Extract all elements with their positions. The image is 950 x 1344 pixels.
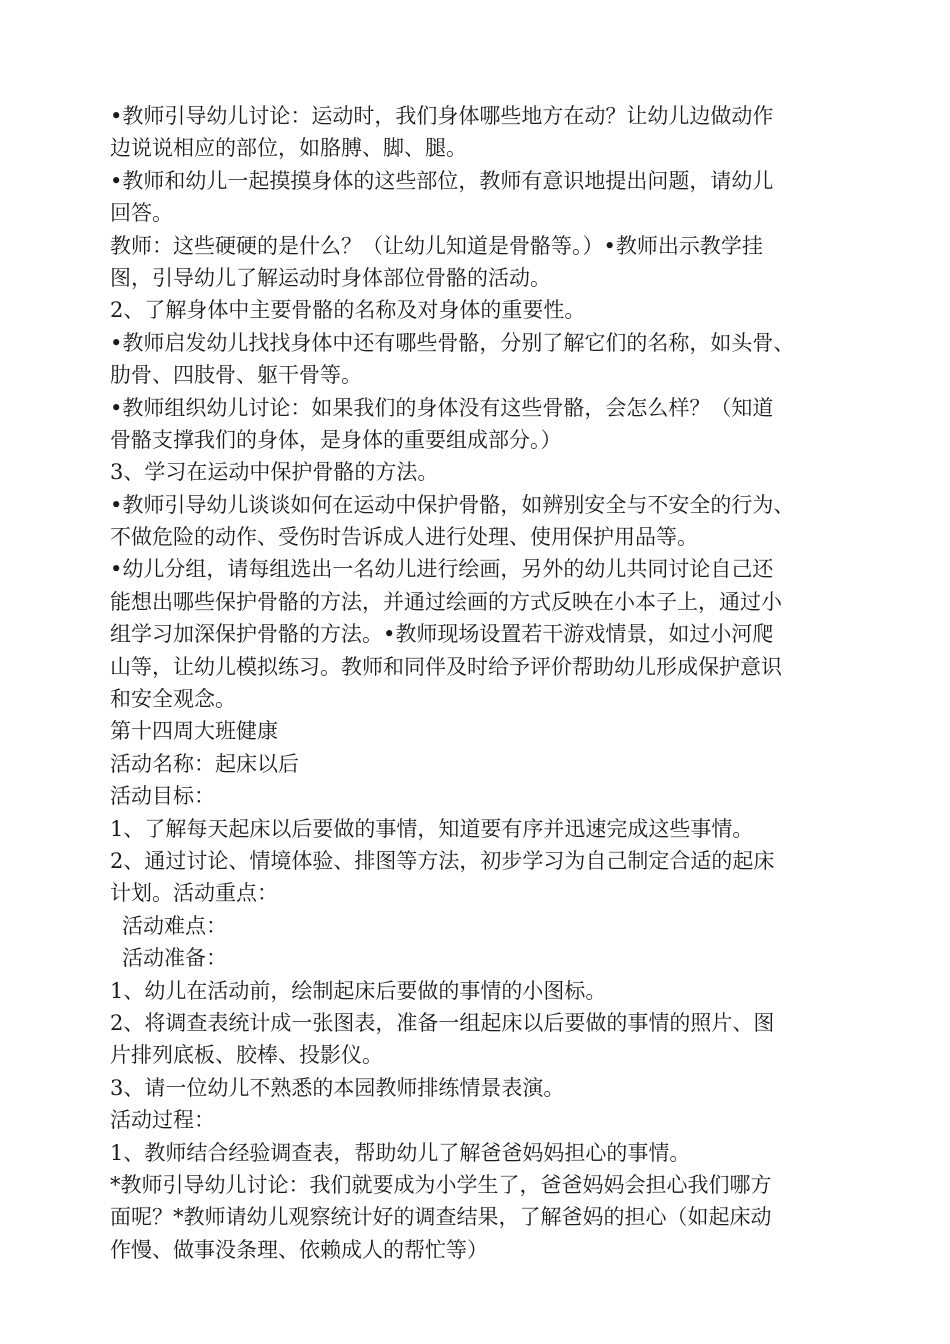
text-line: 边说说相应的部位，如胳膊、脚、腿。: [110, 136, 467, 161]
text-line: 面呢？*教师请幼儿观察统计好的调查结果，了解爸妈的担心（如起床动: [110, 1205, 772, 1230]
text-line: •教师引导幼儿讨论：运动时，我们身体哪些地方在动？让幼儿边做动作: [110, 104, 774, 128]
text-line: 山等，让幼儿模拟练习。教师和同伴及时给予评价帮助幼儿形成保护意识: [110, 654, 782, 679]
text-line: 计划。活动重点：: [110, 881, 278, 906]
text-line: 能想出哪些保护骨骼的方法，并通过绘画的方式反映在小本子上，通过小: [110, 589, 782, 614]
text-line: 3、请一位幼儿不熟悉的本园教师排练情景表演。: [110, 1075, 565, 1100]
document-body: [110, 100, 860, 1266]
text-line: 和安全观念。: [110, 687, 236, 712]
text-line: 骨骼支撑我们的身体，是身体的重要组成部分。）: [110, 427, 562, 452]
section-heading: 3、学习在运动中保护骨骼的方法。: [110, 460, 439, 485]
text-line: •教师启发幼儿找找身体中还有哪些骨骼，分别了解它们的名称，如头骨、: [110, 330, 795, 355]
activity-difficulty-heading: 活动难点：: [122, 913, 227, 938]
section-heading: 2、了解身体中主要骨骼的名称及对身体的重要性。: [110, 298, 586, 323]
text-line: •教师引导幼儿谈谈如何在运动中保护骨骼，如辨别安全与不安全的行为、: [110, 492, 795, 517]
text-line: 1、了解每天起床以后要做的事情，知道要有序并迅速完成这些事情。: [110, 816, 754, 841]
text-line: 不做危险的动作、受伤时告诉成人进行处理、使用保护用品等。: [110, 525, 698, 550]
text-line: 教师：这些硬硬的是什么？（让幼儿知道是骨骼等。）•教师出示教学挂: [110, 233, 763, 258]
text-line: 1、幼儿在活动前，绘制起床后要做的事情的小图标。: [110, 978, 607, 1003]
activity-goals-heading: 活动目标：: [110, 784, 215, 809]
text-line: 回答。: [110, 201, 173, 226]
text-line: *教师引导幼儿讨论：我们就要成为小学生了，爸爸妈妈会担心我们哪方: [110, 1172, 772, 1197]
text-line: •教师组织幼儿讨论：如果我们的身体没有这些骨骼，会怎么样？（知道: [110, 395, 774, 420]
text-line: •教师和幼儿一起摸摸身体的这些部位，教师有意识地提出问题，请幼儿: [110, 168, 774, 193]
lesson-title: 第十四周大班健康: [110, 719, 278, 744]
text-line: 1、教师结合经验调查表，帮助幼儿了解爸爸妈妈担心的事情。: [110, 1140, 691, 1165]
text-line: 组学习加深保护骨骼的方法。•教师现场设置若干游戏情景，如过小河爬: [110, 622, 774, 647]
text-line: 作慢、做事没条理、依赖成人的帮忙等）: [110, 1237, 488, 1262]
activity-process-heading: 活动过程：: [110, 1108, 215, 1133]
text-line: 2、将调查表统计成一张图表，准备一组起床以后要做的事情的照片、图: [110, 1010, 775, 1035]
activity-name: 活动名称：起床以后: [110, 751, 299, 776]
text-line: 肋骨、四肢骨、躯干骨等。: [110, 363, 362, 388]
text-line: 2、通过讨论、情境体验、排图等方法，初步学习为自己制定合适的起床: [110, 848, 775, 873]
text-line: 片排列底板、胶棒、投影仪。: [110, 1043, 383, 1068]
text-line: •幼儿分组，请每组选出一名幼儿进行绘画，另外的幼儿共同讨论自己还: [110, 557, 774, 582]
activity-preparation-heading: 活动准备：: [122, 946, 227, 971]
text-line: 图，引导幼儿了解运动时身体部位骨骼的活动。: [110, 265, 551, 290]
